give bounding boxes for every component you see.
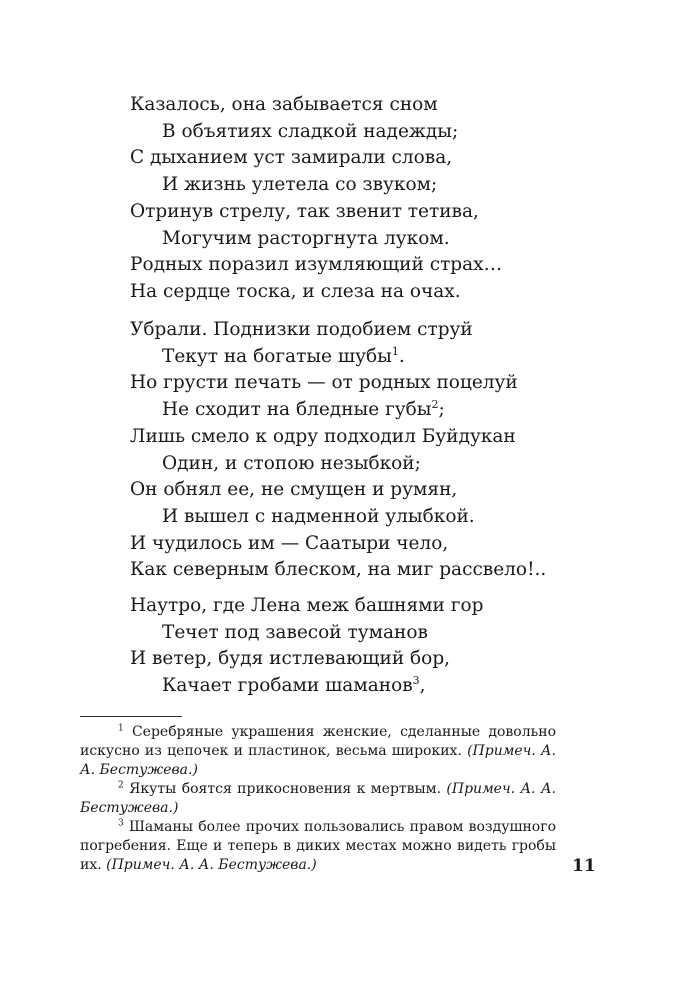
verse-text: С дыханием уст замирали слова, [130,147,453,169]
verse-line [130,646,483,673]
punctuation: ; [438,399,445,421]
punctuation: , [419,675,426,697]
verse-line [130,673,483,700]
verse-line [130,145,502,172]
verse-text: Родных поразил изумляющий страх… [130,254,503,276]
stanza-1 [130,92,502,306]
verse-text: И чудилось им — Саатыри чело, [130,532,449,554]
punctuation: . [398,345,405,367]
footnote-2: $^2$ Якуты боятся прикосновения к мертвым. (Примеч. А. А. Бестужева.) [80,780,556,816]
footnote-separator [80,716,182,717]
footnote-1: $^1$ Серебряные украшения женские, сделанные довольно искусно из цепочек и пластинок, весьма широких. (Примеч. А. А. Бестужева.) [80,723,556,778]
verse-text: Он обнял ее, не смущен и румян, [130,479,458,501]
verse-line [130,593,483,620]
verse-line [130,344,546,371]
verse-line [130,226,502,253]
verse-line [130,620,483,647]
page-number: 11 [572,856,596,876]
verse-line [130,451,546,478]
verse-text: Могучим расторгнута луком. [162,227,450,249]
verse-line [130,172,502,199]
verse-line [130,252,502,279]
verse-line [130,279,502,306]
verse-line [130,477,546,504]
verse-text: Отринув стрелу, так звенит тетива, [130,200,479,222]
verse-text: Качает гробами шаманов [162,675,413,697]
verse-line [130,119,502,146]
verse-text: И ветер, будя истлевающий бор, [130,648,451,670]
verse-line [130,504,546,531]
footnote-ref[interactable]: 2 [431,397,439,411]
verse-text: Лишь смело к одру подходил Буйдукан [130,425,516,447]
verse-line [130,397,546,424]
verse-text: Один, и стопою незыбкой; [162,452,421,474]
verse-text: Убрали. Поднизки подобием струй [130,319,473,340]
verse-text: Казалось, она забывается сном [130,94,438,115]
verse-text: В объятиях сладкой надежды; [162,120,459,142]
verse-line [130,531,546,558]
footnote-ref[interactable]: 3 [412,673,420,687]
verse-text: Текут на богатые шубы [162,345,392,367]
verse-text: Как северным блеском, на миг рассвело!.. [130,559,547,581]
verse-line [130,199,502,226]
footnote-3: $^3$ Шаманы более прочих пользовались правом воздушного погребения. Еще и теперь в диких местах можно видеть гробы их. (Примеч. А. А. Бестужева.) [80,818,557,873]
stanza-3 [130,593,483,700]
verse-text: И вышел с надменной улыбкой. [162,505,475,527]
footnote-ref[interactable]: 1 [391,344,399,358]
stanza-2 [130,317,546,584]
verse-text: Но грусти печать — от родных поцелуй [130,372,518,394]
verse-line [130,317,546,344]
verse-line [130,92,502,119]
verse-line [130,370,546,397]
verse-text: Течет под завесой туманов [162,621,428,643]
verse-line [130,557,546,584]
verse-text: Не сходит на бледные губы [162,399,432,421]
verse-text: На сердце тоска, и слеза на очах. [130,280,461,302]
verse-text: И жизнь улетела со звуком; [162,174,438,196]
verse-text: Наутро, где Лена меж башнями гор [130,595,484,616]
verse-line [130,424,546,451]
footnotes [80,723,556,875]
